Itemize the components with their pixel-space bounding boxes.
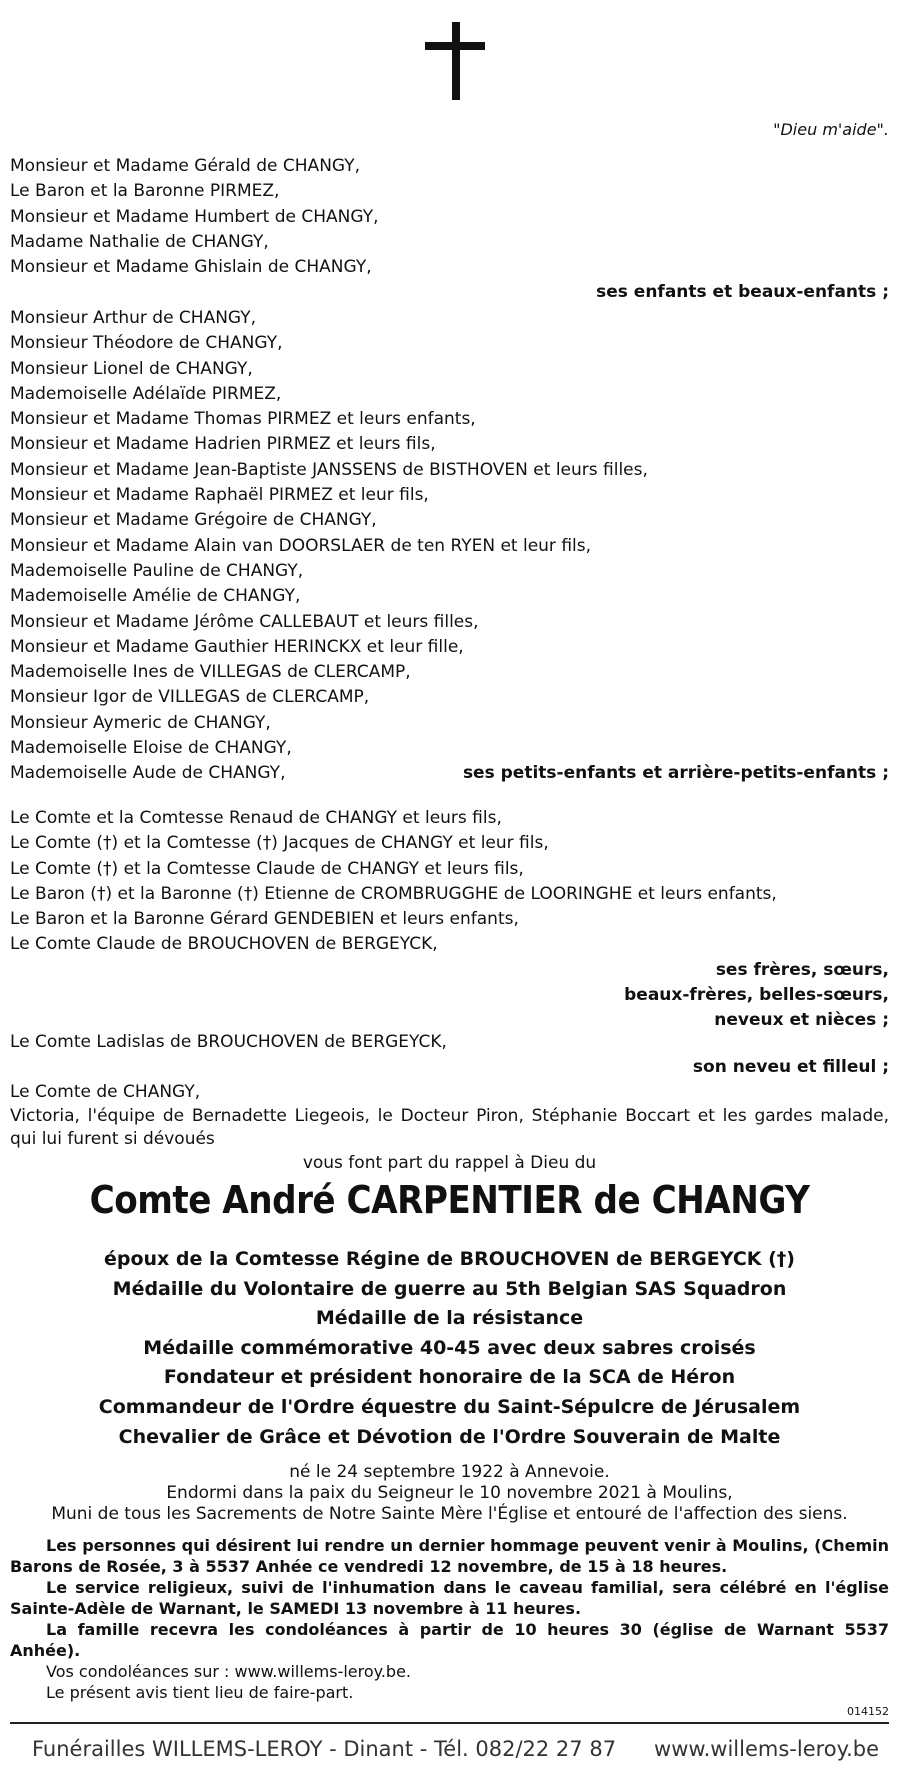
honor-item: époux de la Comtesse Régine de BROUCHOVEN de BERGEYCK (†) xyxy=(103,1248,795,1270)
list-item: Le Comte Ladislas de BROUCHOVEN de BERGEYCK, xyxy=(10,1032,447,1052)
relation-label: ses frères, sœurs, xyxy=(715,959,889,980)
notice-line: Le présent avis tient lieu de faire-part. xyxy=(46,1683,354,1702)
honors-list xyxy=(10,1245,889,1452)
godson-block xyxy=(10,1030,889,1081)
list-item: Le Baron et la Baronne Gérard GENDEBIEN et leurs enfants, xyxy=(10,909,519,930)
list-item: Mademoiselle Adélaïde PIRMEZ, xyxy=(10,383,282,404)
list-item: Monsieur et Madame Hadrien PIRMEZ et leurs fils, xyxy=(10,434,436,455)
siblings-list xyxy=(10,806,889,1034)
list-item: Le Comte (†) et la Comtesse (†) Jacques de CHANGY et leur fils, xyxy=(10,833,549,854)
list-item: Monsieur et Madame Ghislain de CHANGY, xyxy=(10,257,372,278)
honor-item: Chevalier de Grâce et Dévotion de l'Ordre Souverain de Malte xyxy=(118,1425,781,1448)
list-item: Le Baron et la Baronne PIRMEZ, xyxy=(10,181,280,202)
cross-icon xyxy=(425,22,485,100)
honor-item: Médaille du Volontaire de guerre au 5th Belgian SAS Squadron xyxy=(112,1277,787,1300)
list-item: Le Comte de CHANGY, xyxy=(10,1082,201,1102)
deceased-name: Comte André CARPENTIER de CHANGY xyxy=(89,1178,810,1222)
relation-label: ses enfants et beaux-enfants ; xyxy=(596,282,889,303)
list-item: Monsieur et Madame Grégoire de CHANGY, xyxy=(10,510,377,531)
honor-item: Commandeur de l'Ordre équestre du Saint-Sépulcre de Jérusalem xyxy=(98,1395,801,1418)
relation-label: neveux et nièces ; xyxy=(714,1010,889,1031)
honor-item: Médaille commémorative 40-45 avec deux sabres croisés xyxy=(143,1336,756,1359)
list-item: Le Comte (†) et la Comtesse Claude de CHANGY et leurs fils, xyxy=(10,858,524,879)
list-item: Le Baron (†) et la Baronne (†) Etienne de CROMBRUGGHE de LOORINGHE et leurs enfants, xyxy=(10,883,777,904)
condolences-online: Vos condoléances sur : www.willems-leroy.be. xyxy=(46,1662,411,1681)
list-item: Le Comte Claude de BROUCHOVEN de BERGEYCK, xyxy=(10,934,438,955)
obituary-notice xyxy=(10,0,889,1780)
list-item: Monsieur et Madame Gauthier HERINCKX et leur fille, xyxy=(10,636,464,657)
website-link[interactable]: www.willems-leroy.be xyxy=(654,1737,879,1761)
list-item: Monsieur et Madame Gérald de CHANGY, xyxy=(10,156,361,176)
footer-divider xyxy=(10,1722,889,1724)
list-item: Victoria, l'équipe de Bernadette Liegeois, le Docteur Piron, Stéphanie Boccart et les gardes malade, qui lui furent si dévoués xyxy=(10,1106,889,1150)
visit-info: Les personnes qui désirent lui rendre un dernier hommage peuvent venir à Moulins, (Chemin Barons de Rosée, 3 à 5537 Anhée ce vendredi 12 novembre, de 15 à 18 heures. xyxy=(10,1536,889,1576)
children-list xyxy=(10,154,889,306)
relation-label: son neveu et filleul ; xyxy=(692,1057,889,1078)
list-item: Monsieur et Madame Jérôme CALLEBAUT et leurs filles, xyxy=(10,611,479,632)
list-item: Monsieur Arthur de CHANGY, xyxy=(10,308,257,328)
sacraments-line: Muni de tous les Sacrements de Notre Sainte Mère l'Église et entouré de l'affection des siens. xyxy=(51,1504,848,1524)
list-item: Le Comte et la Comtesse Renaud de CHANGY et leurs fils, xyxy=(10,808,502,828)
others-block xyxy=(10,1080,889,1177)
reference-code: 014152 xyxy=(847,1705,889,1718)
list-item: Mademoiselle Aude de CHANGY, xyxy=(10,763,286,784)
announcement: vous font part du rappel à Dieu du xyxy=(302,1153,597,1174)
honor-item: Médaille de la résistance xyxy=(315,1307,584,1330)
practical-info xyxy=(10,1535,889,1703)
honor-item: Fondateur et président honoraire de la SCA de Héron xyxy=(163,1366,736,1389)
list-item: Monsieur et Madame Jean-Baptiste JANSSENS de BISTHOVEN et leurs filles, xyxy=(10,459,648,480)
list-item: Monsieur Lionel de CHANGY, xyxy=(10,358,253,379)
list-item: Mademoiselle Ines de VILLEGAS de CLERCAMP, xyxy=(10,662,411,683)
death-line: Endormi dans la paix du Seigneur le 10 novembre 2021 à Moulins, xyxy=(166,1483,733,1503)
list-item: Mademoiselle Pauline de CHANGY, xyxy=(10,560,304,581)
birth-line: né le 24 septembre 1922 à Annevoie. xyxy=(289,1462,610,1482)
condolences-family: La famille recevra les condoléances à partir de 10 heures 30 (église de Warnant 5537 Anhée). xyxy=(10,1620,889,1660)
grandchildren-list xyxy=(10,306,889,787)
list-item: Monsieur Aymeric de CHANGY, xyxy=(10,712,271,733)
list-item: Monsieur et Madame Humbert de CHANGY, xyxy=(10,206,379,227)
relation-label: ses petits-enfants et arrière-petits-enfants ; xyxy=(462,763,889,784)
motto: "Dieu m'aide". xyxy=(773,120,889,139)
funeral-home: Funérailles WILLEMS-LEROY - Dinant - Tél. 082/22 27 87 xyxy=(32,1737,617,1761)
footer xyxy=(32,1737,879,1761)
list-item: Mademoiselle Eloise de CHANGY, xyxy=(10,738,292,759)
relation-label: beaux-frères, belles-sœurs, xyxy=(624,985,889,1006)
list-item: Madame Nathalie de CHANGY, xyxy=(10,231,269,252)
list-item: Monsieur et Madame Alain van DOORSLAER de ten RYEN et leur fils, xyxy=(10,535,592,556)
list-item: Monsieur et Madame Raphaël PIRMEZ et leur fils, xyxy=(10,485,429,506)
list-item: Monsieur Igor de VILLEGAS de CLERCAMP, xyxy=(10,687,370,708)
list-item: Monsieur Théodore de CHANGY, xyxy=(10,333,283,354)
list-item: Mademoiselle Amélie de CHANGY, xyxy=(10,586,301,607)
list-item: Monsieur et Madame Thomas PIRMEZ et leurs enfants, xyxy=(10,409,476,430)
dates-block xyxy=(10,1462,889,1525)
service-info: Le service religieux, suivi de l'inhumation dans le caveau familial, sera célébré en l'église Sainte-Adèle de Warnant, le SAMEDI 13 novembre à 11 heures. xyxy=(10,1578,889,1618)
